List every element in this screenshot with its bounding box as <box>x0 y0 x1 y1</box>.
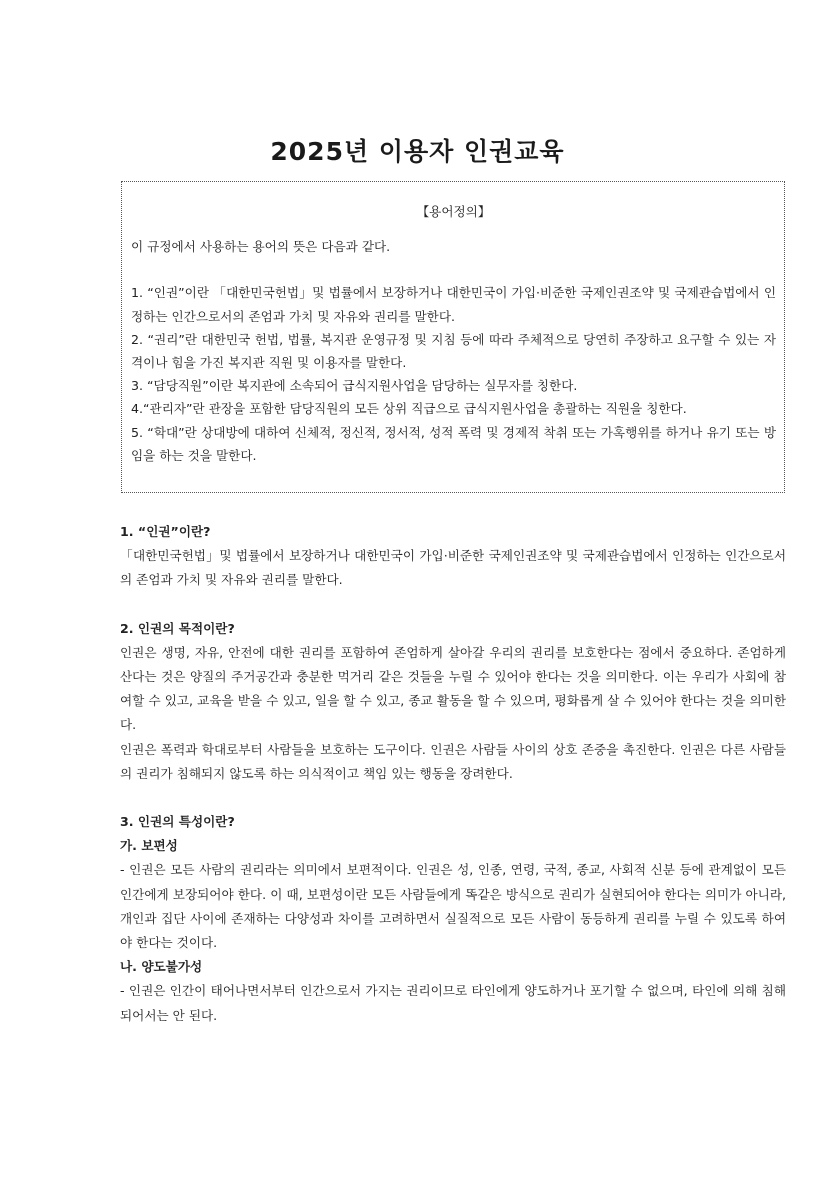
section-paragraph: 인권은 폭력과 학대로부터 사람들을 보호하는 도구이다. 인권은 사람들 사이의 상호 존중을 촉진한다. 인권은 다른 사람들의 권리가 침해되지 않도록 하는 의식적이고 책임 있는 행동을 장려한다. <box>120 741 786 781</box>
section-human-rights-purpose <box>120 617 786 786</box>
definitions-intro: 이 규정에서 사용하는 용어의 뜻은 다음과 같다. <box>131 239 391 255</box>
definitions-list <box>131 281 776 467</box>
definition-item-2: 2. “권리”란 대한민국 헌법, 법률, 복지관 운영규정 및 지침 등에 따라 주체적으로 당연히 주장하고 요구할 수 있는 자격이나 힘을 가진 복지관 직원 및 이용자를 말한다. <box>131 331 776 371</box>
section-human-rights-definition <box>120 520 786 593</box>
subsection-heading-inalienability: 나. 양도불가성 <box>120 959 203 975</box>
definition-item-5: 5. “학대”란 상대방에 대하여 신체적, 정신적, 정서적, 성적 폭력 및 경제적 착취 또는 가혹행위를 하거나 유기 또는 방임을 하는 것을 말한다. <box>131 424 776 463</box>
section-human-rights-characteristics <box>120 810 786 1028</box>
section-paragraph: 인권은 생명, 자유, 안전에 대한 권리를 포함하여 존엄하게 살아갈 우리의 권리를 보호한다는 점에서 중요하다. 존엄하게 산다는 것은 양질의 주거공간과 충분한 먹거리 같은 것들을 누릴 수 있어야 한다는 것을 의미한다. 이는 우리가 사회에 참여할 수 있고, 교육을 받을 수 있고, 일을 할 수 있고, 종교 활동을 할 수 있으며, 평화롭게 살 수 있어야 한다는 것을 의미한다. <box>120 644 786 733</box>
subsection-text-inalienability: - 인권은 인간이 태어나면서부터 인간으로서 가지는 권리이므로 타인에게 양도하거나 포기할 수 없으며, 타인에 의해 침해되어서는 안 된다. <box>120 983 786 1023</box>
definition-item-1: 1. “인권”이란 「대한민국헌법」및 법률에서 보장하거나 대한민국이 가입·비준한 국제인권조약 및 국제관습법에서 인정하는 인간으로서의 존엄과 가치 및 자유와 권리를 말한다. <box>131 285 776 324</box>
definitions-heading: 【용어정의】 <box>416 204 491 219</box>
definitions-box <box>121 181 785 493</box>
definition-item-4: 4.“관리자”란 관장을 포함한 담당직원의 모든 상위 직급으로 급식지원사업을 총괄하는 직원을 칭한다. <box>131 401 687 417</box>
section-paragraph: 「대한민국헌법」및 법률에서 보장하거나 대한민국이 가입·비준한 국제인권조약 및 국제관습법에서 인정하는 인간으로서의 존엄과 가치 및 자유와 권리를 말한다. <box>120 548 786 588</box>
section-heading: 1. “인권”이란? <box>120 524 211 539</box>
document-body <box>120 520 786 1052</box>
document-title: 2025년 이용자 인권교육 <box>270 137 565 166</box>
section-heading: 3. 인권의 특성이란? <box>120 814 235 830</box>
subsection-heading-universality: 가. 보편성 <box>120 838 178 854</box>
subsection-text-universality: - 인권은 모든 사람의 권리라는 의미에서 보편적이다. 인권은 성, 인종, 연령, 국적, 종교, 사회적 신분 등에 관계없이 모든 인간에게 보장되어야 한다. 이 때, 보편성이란 모든 사람들에게 똑같은 방식으로 권리가 실현되어야 한다는 의미가 아니라, 개인과 집단 사이에 존재하는 다양성과 차이를 고려하면서 실질적으로 모든 사람이 동등하게 권리를 누릴 수 있도록 하여야 한다는 것이다. <box>120 862 786 951</box>
definition-item-3: 3. “담당직원”이란 복지관에 소속되어 급식지원사업을 담당하는 실무자를 칭한다. <box>131 378 578 394</box>
section-heading: 2. 인권의 목적이란? <box>120 620 235 636</box>
